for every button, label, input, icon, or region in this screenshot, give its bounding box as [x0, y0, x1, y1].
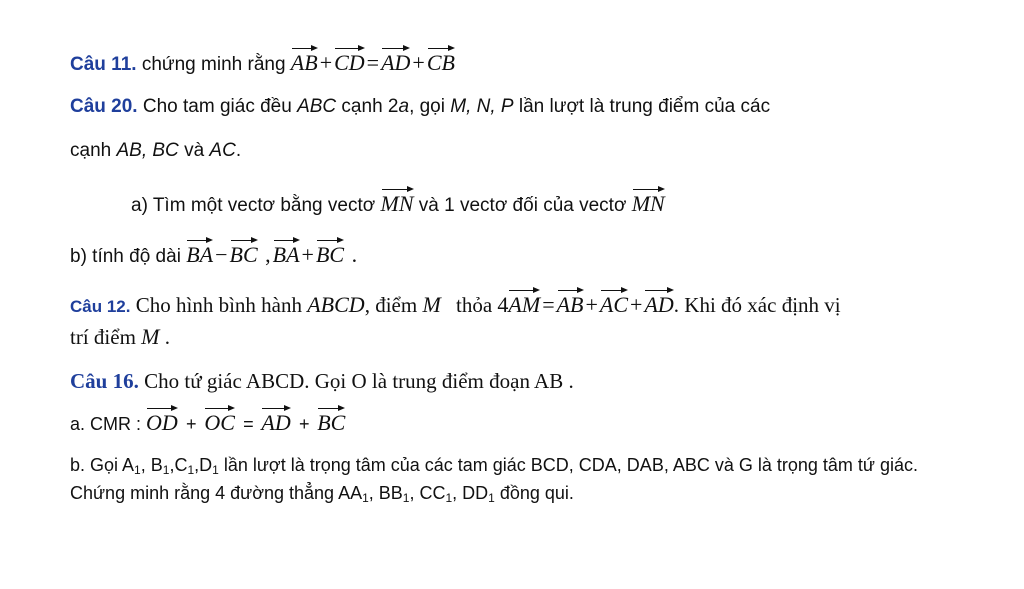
- vector: CB: [427, 46, 455, 76]
- vector: BA: [186, 238, 213, 268]
- question-20-part-b: [70, 238, 359, 269]
- question-text: Cho tam giác đều: [137, 96, 298, 117]
- vector: MN: [632, 187, 665, 217]
- vector: AD: [261, 406, 290, 436]
- operator: +: [585, 292, 598, 317]
- subscript: 1: [445, 491, 453, 505]
- subscript: 1: [187, 463, 195, 477]
- question-text: và 1 vectơ đối của vectơ: [413, 195, 632, 216]
- vector: BC: [230, 238, 258, 268]
- vector-expression: [381, 191, 414, 216]
- question-text: , BB: [368, 483, 403, 503]
- question-text: Cho tứ giác ABCD. Gọi O là trung điểm đoạn AB .: [138, 369, 574, 393]
- vector: AD: [381, 46, 410, 76]
- subscript: 1: [362, 491, 369, 505]
- separator: .: [346, 242, 358, 267]
- question-text: . Khi đó xác định vị: [673, 293, 841, 317]
- vector: AC: [600, 288, 628, 318]
- operator: +: [412, 50, 425, 75]
- side-variable: a: [398, 96, 410, 117]
- question-text: cạnh 2: [336, 96, 399, 117]
- question-text: cạnh: [70, 140, 117, 161]
- subscript: 1: [212, 463, 219, 477]
- question-text: ,C: [169, 455, 188, 475]
- question-20-line2: [70, 140, 241, 163]
- vector: MN: [381, 187, 414, 217]
- vector-equation: [291, 50, 455, 75]
- subscript: 1: [162, 463, 170, 477]
- points: M, N, P: [450, 96, 514, 117]
- vector-expression: [632, 191, 665, 216]
- question-label: Câu 12.: [70, 297, 131, 316]
- question-text: thỏa: [450, 293, 498, 317]
- vector: OD: [146, 406, 178, 436]
- operator: =: [366, 50, 380, 75]
- question-20-part-a: [131, 187, 665, 218]
- question-20: [70, 96, 770, 119]
- vector-equation: [497, 292, 673, 317]
- operator: +: [630, 292, 643, 317]
- separator: ,: [259, 242, 271, 267]
- subscript: 1: [402, 491, 410, 505]
- question-text: b) tính độ dài: [70, 246, 187, 267]
- question-11: [70, 46, 455, 77]
- part-label: a. CMR :: [70, 414, 147, 434]
- question-text: .: [159, 325, 170, 349]
- question-text: trí điểm: [70, 325, 142, 349]
- vector-expression: [186, 242, 359, 267]
- operator: =: [242, 414, 254, 434]
- question-text: đồng qui.: [494, 483, 574, 503]
- question-text: .: [235, 140, 242, 161]
- vector: CD: [334, 46, 365, 76]
- question-text: ,D: [194, 455, 213, 475]
- sides: AB, BC: [116, 140, 179, 161]
- operator: −: [215, 242, 228, 267]
- vector: AD: [644, 288, 673, 318]
- question-12: [70, 288, 841, 319]
- vector: BC: [317, 406, 345, 436]
- vector-equation: [146, 410, 345, 435]
- question-text: , CC: [409, 483, 446, 503]
- question-12-line2: [70, 324, 170, 351]
- question-text: b. Gọi A: [70, 455, 135, 475]
- question-label: Câu 16.: [70, 369, 139, 393]
- question-text: lần lượt là trọng tâm của các tam giác BCD, CDA, DAB, ABC và G là trọng tâm tứ giác.: [218, 455, 918, 475]
- question-text: , điểm: [364, 293, 423, 317]
- question-label: Câu 20.: [70, 96, 138, 117]
- question-text: , B: [140, 455, 163, 475]
- triangle-name: ABC: [297, 96, 337, 117]
- vector: AM: [508, 288, 540, 318]
- point-name: M: [422, 292, 441, 317]
- subscript: 1: [134, 463, 141, 477]
- point-name: M: [141, 324, 160, 349]
- operator: =: [542, 292, 555, 317]
- question-text: , DD: [452, 483, 489, 503]
- question-16: [70, 369, 574, 395]
- question-text: chứng minh rằng: [136, 54, 291, 75]
- question-text: a) Tìm một vectơ bằng vectơ: [131, 195, 381, 216]
- operator: +: [319, 50, 333, 75]
- question-text: Chứng minh rằng 4 đường thẳng AA: [70, 483, 363, 503]
- side: AC: [209, 140, 236, 161]
- vector: OC: [204, 406, 235, 436]
- question-16-part-b-line2: [70, 483, 574, 505]
- question-16-part-a: [70, 406, 345, 437]
- vector: AB: [557, 288, 584, 318]
- vector: BC: [316, 238, 344, 268]
- question-text: lần lượt là trung điểm của các: [513, 96, 771, 117]
- operator: +: [298, 414, 310, 434]
- question-text: , gọi: [409, 96, 451, 117]
- question-label: Câu 11.: [70, 54, 137, 75]
- operator: +: [185, 414, 197, 434]
- question-text: và: [178, 140, 210, 161]
- operator: +: [301, 242, 314, 267]
- coefficient: 4: [497, 292, 509, 317]
- question-text: Cho hình bình hành: [130, 293, 308, 317]
- vector: AB: [291, 46, 318, 76]
- subscript: 1: [488, 491, 495, 505]
- question-16-part-b: [70, 455, 918, 477]
- vector: BA: [273, 238, 300, 268]
- parallelogram-name: ABCD: [307, 292, 365, 317]
